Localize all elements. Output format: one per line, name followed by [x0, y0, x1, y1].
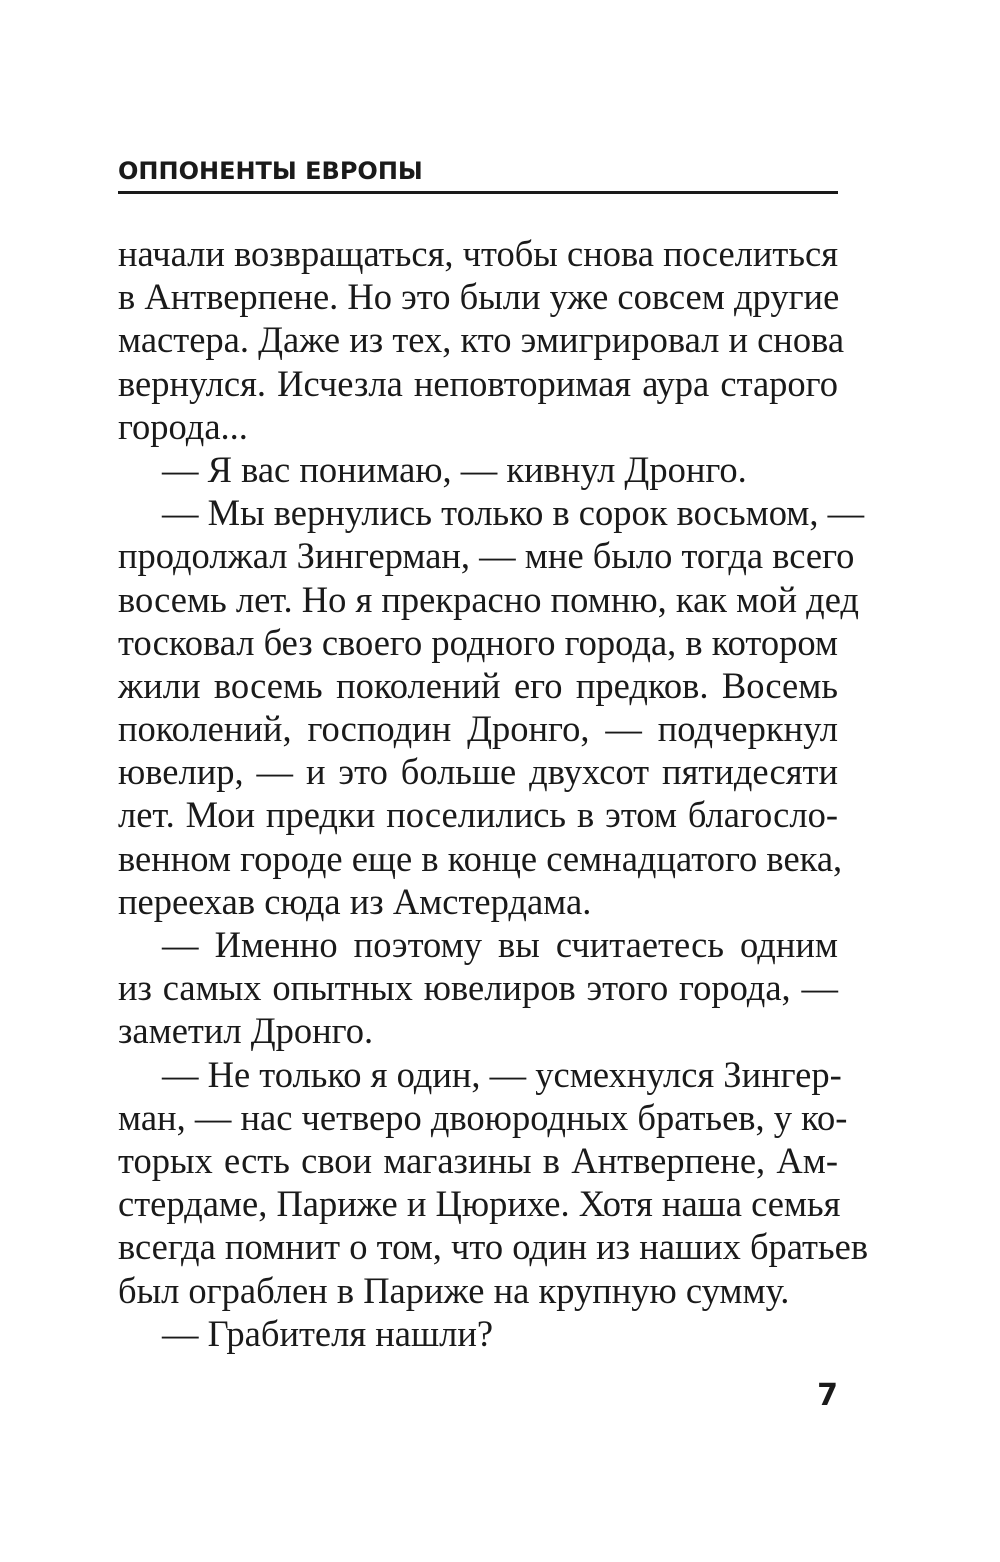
- text-line: ман, — нас четверо двоюродных братьев, у ко-: [118, 1096, 848, 1138]
- text-line: поколений, господин Дронго, — подчеркнул: [118, 708, 838, 750]
- text-line: из самых опытных ювелиров этого города, —: [118, 967, 838, 1009]
- text-line: был ограблен в Париже на крупную сумму.: [118, 1269, 790, 1311]
- text-line: начали возвращаться, чтобы снова поселиться: [118, 233, 838, 274]
- page-number: 7: [817, 1378, 838, 1413]
- text-line: торых есть свои магазины в Антверпене, Ам-: [118, 1139, 838, 1181]
- text-line: — Грабителя нашли?: [162, 1312, 494, 1354]
- text-line: — Я вас понимаю, — кивнул Дронго.: [162, 448, 747, 490]
- text-line: — Именно поэтому вы считаетесь одним: [162, 924, 838, 965]
- text-line: города...: [118, 405, 248, 447]
- text-line: заметил Дронго.: [118, 1010, 374, 1052]
- text-line: в Антверпене. Но это были уже совсем другие: [118, 276, 840, 318]
- text-line: — Мы вернулись только в сорок восьмом, —: [162, 492, 865, 534]
- text-line: переехав сюда из Амстердама.: [118, 880, 592, 922]
- text-line: восемь лет. Но я прекрасно помню, как мой дед: [118, 578, 859, 620]
- text-line: тосковал без своего родного города, в котором: [118, 621, 839, 663]
- text-line: — Не только я один, — усмехнулся Зингер-: [162, 1053, 842, 1095]
- text-line: лет. Мои предки поселились в этом благосло-: [118, 794, 838, 836]
- text-line: мастера. Даже из тех, кто эмигрировал и снова: [118, 319, 845, 361]
- running-head: ОППОНЕНТЫ ЕВРОПЫ: [118, 157, 423, 185]
- text-line: всегда помнит о том, что один из наших братьев: [118, 1226, 869, 1268]
- text-line: венном городе еще в конце семнадцатого века,: [118, 837, 843, 879]
- text-line: ювелир, — и это больше двухсот пятидесяти: [118, 751, 838, 793]
- text-line: жили восемь поколений его предков. Восемь: [118, 664, 838, 706]
- header-rule: [118, 191, 838, 194]
- body-text: [118, 232, 869, 1355]
- text-line: вернулся. Исчезла неповторимая аура старого: [118, 362, 838, 404]
- text-line: стердаме, Париже и Цюрихе. Хотя наша семья: [118, 1183, 841, 1225]
- text-line: продолжал Зингерман, — мне было тогда всего: [118, 535, 855, 577]
